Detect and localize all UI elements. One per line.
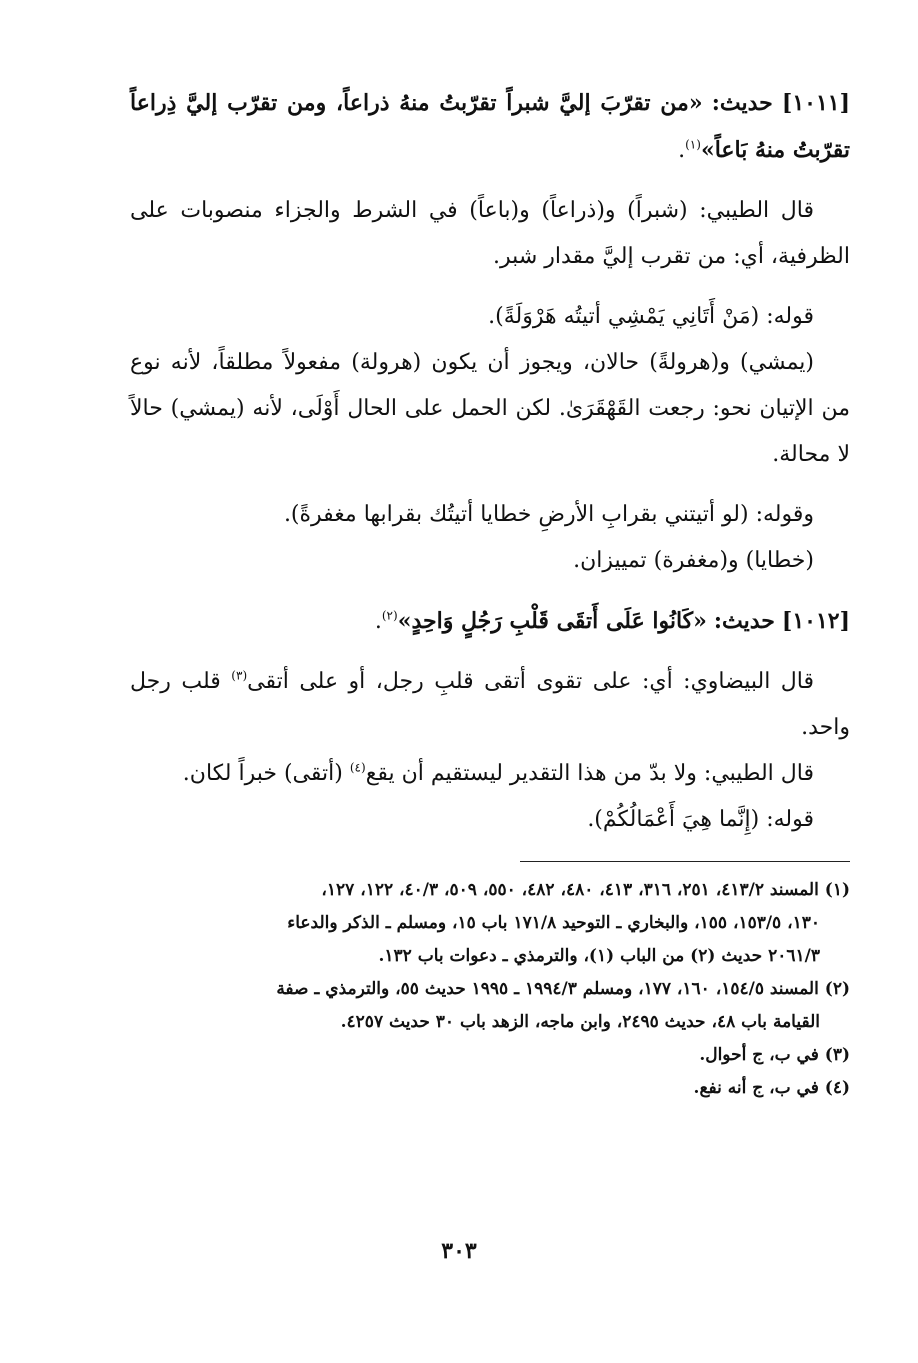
hadith-text: «من تقرّبَ إليَّ شبراً تقرّبتُ منهُ ذراعاً، ومن تقرّب إليَّ ذِراعاً تقرّبتُ منهُ بَاعاً» (130, 90, 850, 163)
footnote-number: (١) (824, 880, 850, 900)
footnotes (130, 874, 850, 1105)
footnote-4 (130, 1072, 850, 1105)
footnote-2-cont: القيامة باب ٤٨، حديث ٢٤٩٥، وابن ماجه، الزهد باب ٣٠ حديث ٤٢٥٧. (340, 1012, 820, 1032)
footnote-ref: (٢) (381, 608, 398, 623)
page-number: ٣٠٣ (441, 1238, 477, 1264)
commentary-paragraph: قوله: (مَنْ أَتَانِي يَمْشِي أتيتُه هَرْوَلَةً). (488, 304, 814, 329)
page-body (130, 80, 850, 1105)
footnote-ref: (١) (685, 137, 701, 152)
footnote-divider (520, 861, 850, 862)
footnote-text: في ب، ج أنه نفع. (693, 1078, 819, 1098)
hadith-1011 (130, 80, 850, 174)
commentary-text: (أتقى) خبراً لكان. (182, 761, 343, 786)
hadith-end: . (678, 138, 686, 163)
footnote-2 (130, 973, 850, 1006)
footnote-number: (٣) (824, 1045, 850, 1065)
commentary-paragraph (130, 659, 850, 751)
commentary-text: قلب رجل واحد. (130, 669, 850, 740)
commentary-paragraph: قوله: (إِنَّما هِيَ أَعْمَالُكُمْ). (587, 807, 814, 832)
footnote-number: (٤) (824, 1078, 850, 1098)
commentary-text: قال البيضاوي: أي: على تقوى أتقى قلبِ رجل، أو على أتقى (247, 669, 815, 694)
footnote-1-cont: ١٣٠، ١٥٣/٥، ١٥٥، والبخاري ـ التوحيد ١٧١/٨ باب ١٥، ومسلم ـ الذكر والدعاء (287, 913, 820, 933)
footnote-1 (130, 874, 850, 907)
hadith-1012 (130, 598, 850, 645)
footnote-ref: (٤) (349, 760, 366, 775)
footnote-text: في ب، ج أحوال. (699, 1045, 819, 1065)
footnote-number: (٢) (824, 979, 850, 999)
hadith-label: حديث: (713, 608, 775, 634)
footnote-text: المسند ٤١٣/٢، ٢٥١، ٣١٦، ٤١٣، ٤٨٠، ٤٨٢، ٥٥٠، ٥٠٩، ٤٠/٣، ١٢٢، ١٢٧، (321, 880, 819, 900)
commentary-text: قال الطيبي: ولا بدّ من هذا التقدير ليستقيم أن يقع (365, 761, 814, 786)
commentary-paragraph: (خطايا) و(مغفرة) تمييزان. (573, 548, 814, 573)
commentary-paragraph (130, 751, 850, 797)
commentary-paragraph: (يمشي) و(هرولةً) حالان، ويجوز أن يكون (هرولة) مفعولاً مطلقاً، لأنه نوع من الإتيان نحو: رجعت القَهْقَرَىٰ. لكن الحمل على الحال أَوْلَى، لأنه (يمشي) حالاً لا محالة. (130, 350, 850, 467)
hadith-end: . (374, 609, 382, 634)
hadith-number: [١٠١١] (781, 90, 850, 116)
footnote-3 (130, 1039, 850, 1072)
hadith-label: حديث: (711, 90, 773, 116)
footnote-text: المسند ١٥٤/٥، ١٦٠، ١٧٧، ومسلم ١٩٩٤/٣ ـ ١٩٩٥ حديث ٥٥، والترمذي ـ صفة (276, 979, 819, 999)
footnote-1-cont: ٢٠٦١/٣ حديث (٢) من الباب (١)، والترمذي ـ دعوات باب ١٣٢. (378, 946, 820, 966)
hadith-number: [١٠١٢] (781, 608, 850, 634)
hadith-text: «كَانُوا عَلَى أَتقَى قَلْبِ رَجُلٍ وَاحِدٍ» (397, 608, 707, 634)
footnote-ref: (٣) (231, 668, 248, 683)
commentary-paragraph: وقوله: (لو أتيتني بقرابِ الأرضِ خطايا أتيتُك بقرابها مغفرةً). (283, 502, 814, 527)
commentary-paragraph: قال الطيبي: (شبراً) و(ذراعاً) و(باعاً) في الشرط والجزاء منصوبات على الظرفية، أي: من تقرب إليَّ مقدار شبر. (130, 198, 850, 269)
